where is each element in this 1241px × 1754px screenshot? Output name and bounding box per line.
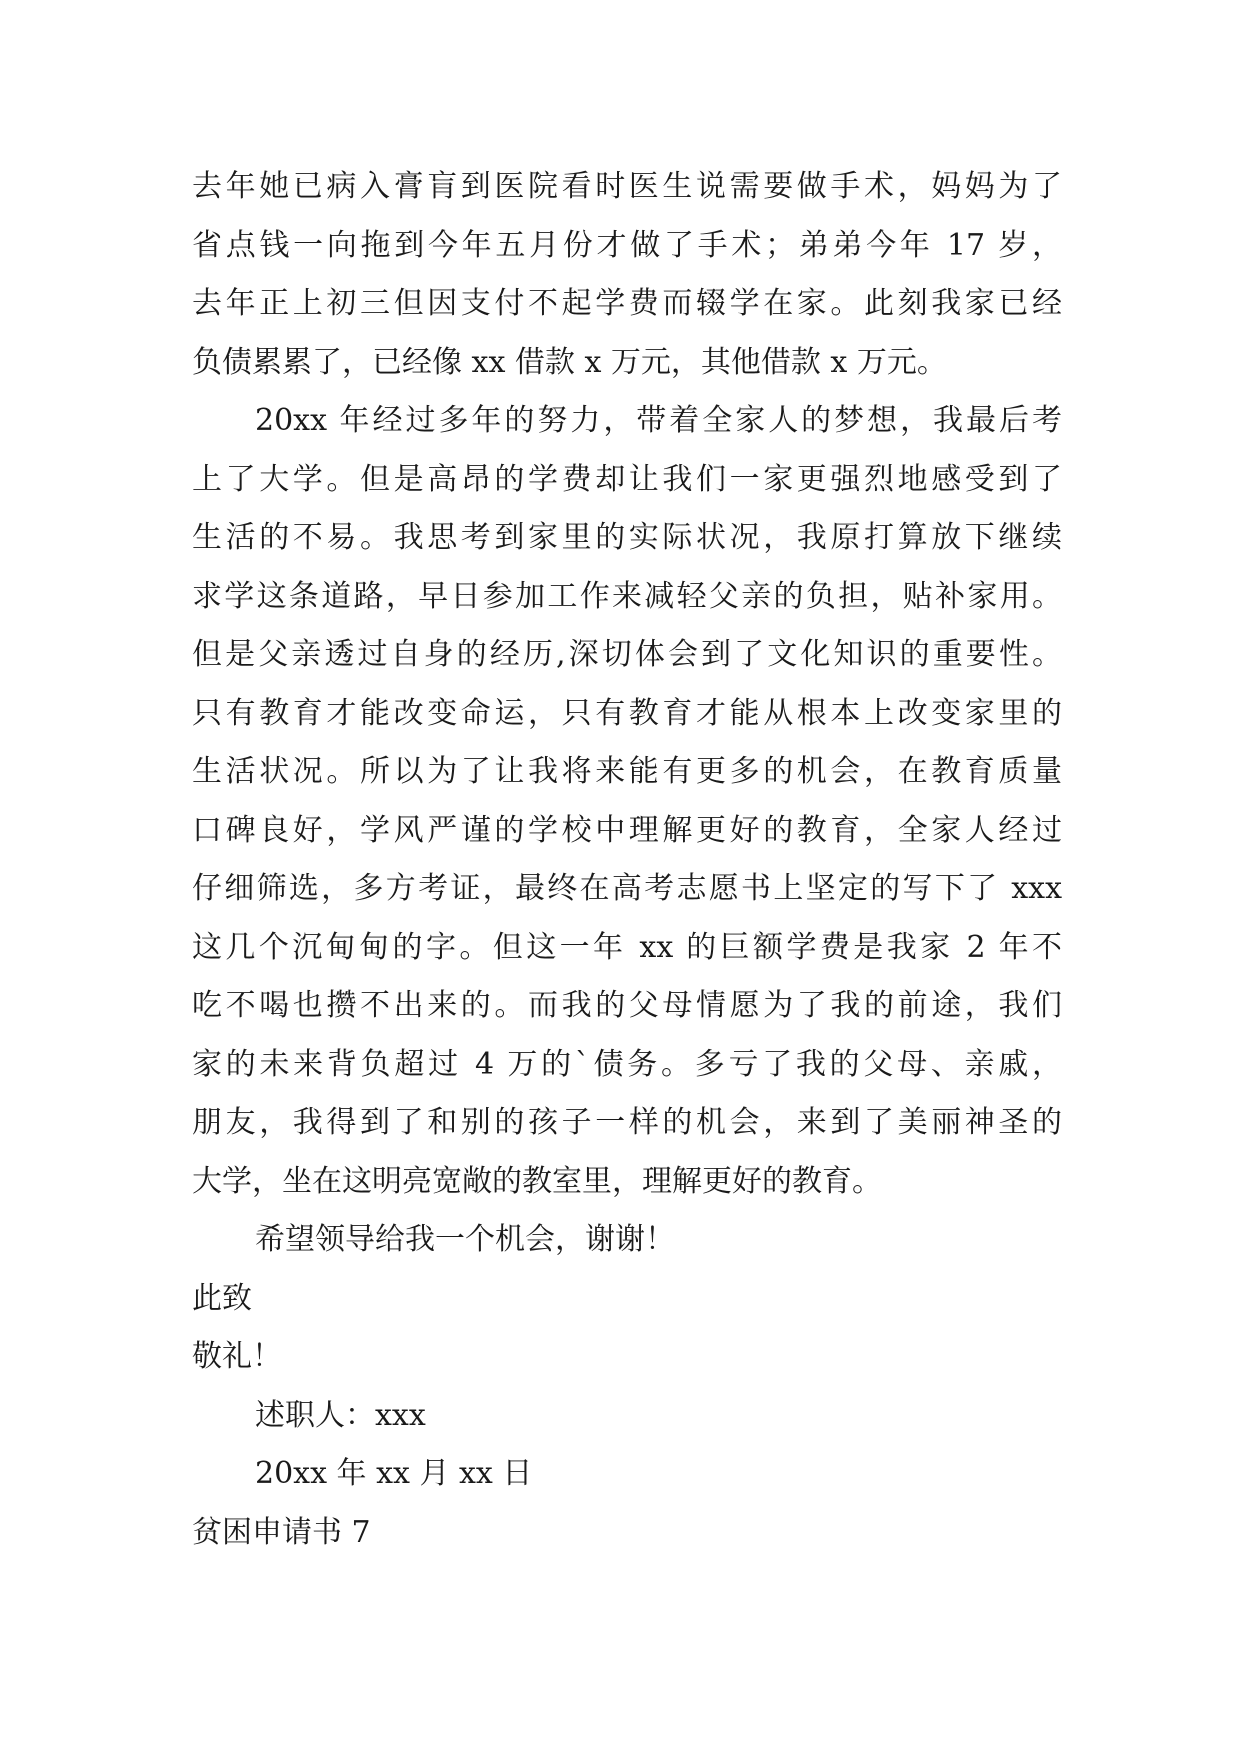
- paragraph-2-line-9: 仔细筛选，多方考证，最终在高考志愿书上坚定的写下了 xxx: [192, 871, 1062, 906]
- paragraph-2-line-12: 家的未来背负超过 4 万的`债务。多亏了我的父母、亲戚，: [192, 1046, 1062, 1082]
- paragraph-2-line-3: 生活的不易。我思考到家里的实际状况，我原打算放下继续: [192, 520, 1062, 555]
- paragraph-2-line-7: 生活状况。所以为了让我将来能有更多的机会，在教育质量: [192, 754, 1062, 789]
- paragraph-1-line-3: 去年正上初三但因支付不起学费而辍学在家。此刻我家已经: [192, 286, 1062, 321]
- paragraph-2-line-1: 20xx 年经过多年的努力，带着全家人的梦想，我最后考: [255, 403, 1062, 438]
- paragraph-2-line-4: 求学这条道路，早日参加工作来减轻父亲的负担，贴补家用。: [192, 578, 1062, 614]
- paragraph-2-line-13: 朋友，我得到了和别的孩子一样的机会，来到了美丽神圣的: [192, 1105, 1062, 1140]
- paragraph-2-line-14: 大学，坐在这明亮宽敞的教室里，理解更好的教育。: [192, 1163, 882, 1199]
- paragraph-2-line-10: 这几个沉甸甸的字。但这一年 xx 的巨额学费是我家 2 年不: [192, 929, 1062, 965]
- paragraph-2-line-11: 吃不喝也攒不出来的。而我的父母情愿为了我的前途，我们: [192, 988, 1062, 1023]
- paragraph-1-line-1: 去年她已病入膏肓到医院看时医生说需要做手术，妈妈为了: [192, 169, 1062, 204]
- salutation-jingli: 敬礼！: [192, 1339, 282, 1374]
- paragraph-2-line-2: 上了大学。但是高昂的学费却让我们一家更强烈地感受到了: [192, 461, 1062, 497]
- paragraph-1-line-4: 负债累累了，已经像 xx 借款 x 万元，其他借款 x 万元。: [192, 344, 947, 380]
- closing-hope: 希望领导给我一个机会，谢谢！: [255, 1222, 675, 1257]
- salutation-cizhi: 此致: [192, 1280, 252, 1316]
- paragraph-2-line-5: 但是父亲透过自身的经历,深切体会到了文化知识的重要性。: [192, 637, 1062, 672]
- paragraph-2-line-8: 口碑良好，学风严谨的学校中理解更好的教育，全家人经过: [192, 812, 1062, 848]
- paragraph-1-line-2: 省点钱一向拖到今年五月份才做了手术；弟弟今年 17 岁，: [192, 227, 1062, 263]
- date: 20xx 年 xx 月 xx 日: [255, 1456, 533, 1491]
- paragraph-2-line-6: 只有教育才能改变命运，只有教育才能从根本上改变家里的: [192, 695, 1062, 731]
- signature: 述职人：xxx: [255, 1397, 426, 1433]
- next-document-title: 贫困申请书 7: [192, 1514, 371, 1550]
- document-body: [192, 158, 1062, 1562]
